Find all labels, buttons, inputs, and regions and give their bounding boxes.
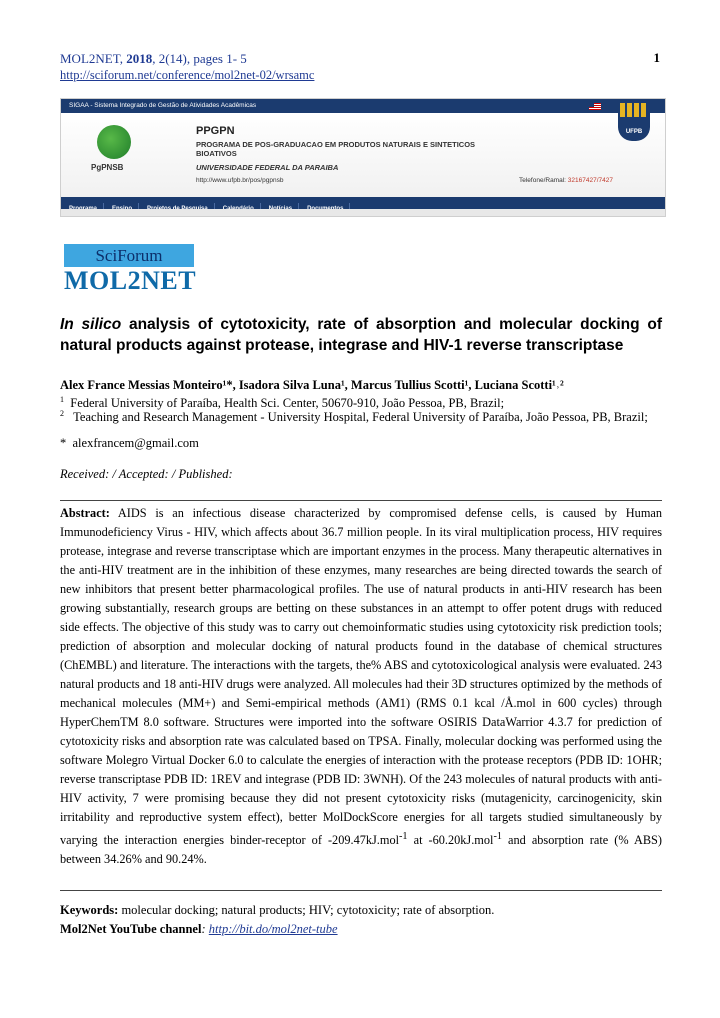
program-website: http://www.ufpb.br/pos/pgpnsb	[196, 177, 284, 184]
abstract-label: Abstract:	[60, 506, 110, 520]
abstract	[60, 504, 662, 869]
abstract-sup-2: -1	[493, 831, 502, 842]
affiliation-mark: 1	[60, 395, 64, 404]
affiliation-mark: 2	[60, 409, 64, 418]
youtube-link[interactable]: http://bit.do/mol2net-tube	[208, 922, 338, 936]
mol2net-title: MOL2NET	[64, 266, 197, 295]
ufpb-crest-bars	[620, 103, 648, 117]
pgpnsb-logo-icon	[97, 125, 131, 159]
abstract-text-3: and absorption rate (% ABS) between 34.26% and 90.24%.	[60, 833, 662, 867]
keywords	[60, 903, 494, 918]
running-header: MOL2NET, 2018, 2(14), pages 1- 5	[60, 51, 247, 66]
keywords-text: molecular docking; natural products; HIV; cytotoxicity; rate of absorption.	[118, 903, 495, 917]
phone-label: Telefone/Ramal:	[519, 177, 566, 184]
divider	[60, 500, 662, 501]
youtube-channel	[60, 922, 338, 937]
affiliation-text: Teaching and Research Management - University Hospital, Federal University of Paraíba, João Pessoa, PB, Brazil;	[73, 410, 648, 425]
affiliation-email	[60, 436, 664, 450]
affiliation-text: Federal University of Paraíba, Health Sci. Center, 50670-910, João Pessoa, PB, Brazil;	[70, 396, 505, 411]
title-rest: analysis of cytotoxicity, rate of absorption and molecular docking of natural products against protease, integrase and HIV-1 reverse transcriptase	[60, 316, 662, 354]
divider	[60, 890, 662, 891]
pgpnsb-logo-text: PgPNSB	[91, 163, 124, 172]
email-mark: *	[60, 436, 67, 450]
youtube-label: Mol2Net YouTube channel	[60, 922, 202, 936]
program-acronym: PPGPN	[196, 125, 235, 137]
program-name: PROGRAMA DE POS-GRADUACAO EM PRODUTOS NATURAIS E SINTETICOS BIOATIVOS	[196, 140, 476, 158]
publication-dates: Received: / Accepted: / Published:	[60, 467, 233, 481]
author-list: Alex France Messias Monteiro¹*, Isadora Silva Luna¹, Marcus Tullius Scotti¹, Luciana Scotti¹˒²	[60, 378, 564, 392]
banner-footer	[61, 209, 665, 216]
university-name: UNIVERSIDADE FEDERAL DA PARAIBA	[196, 163, 339, 172]
sciforum-badge: SciForum	[64, 244, 194, 267]
journal-name: MOL2NET	[60, 51, 120, 66]
us-flag-icon[interactable]	[589, 103, 601, 110]
banner-system-bar	[61, 99, 665, 113]
youtube-colon: :	[201, 922, 206, 936]
affiliation-2	[60, 407, 664, 424]
title-italic: In silico	[60, 316, 122, 333]
conference-url-link[interactable]: http://sciforum.net/conference/mol2net-02/wrsamc	[60, 68, 315, 82]
program-phone	[519, 177, 613, 184]
page-number: 1	[653, 50, 660, 65]
author-email[interactable]: alexfrancem@gmail.com	[72, 436, 199, 450]
banner-main	[61, 113, 665, 197]
keywords-label: Keywords:	[60, 903, 119, 917]
banner-nav	[61, 197, 665, 209]
phone-number: 32167427/7427	[567, 177, 613, 184]
abstract-text-2: at -60.20kJ.mol	[407, 833, 494, 848]
article-title	[60, 314, 662, 356]
abstract-text-1: AIDS is an infectious disease characterized by compromised defense cells, is caused by Human Immunodeficiency Virus - HIV, which affects about 36.7 million people. In its viral multiplication process, HIV requires protease, integrase and reverse transcriptase which are important enzymes in the process. Many therapeutic alternatives in the anti-HIV treatment are in the inhibition of these enzymes, many researches are being directed towards the search of new inhibitors that present better pharmacological profiles. The use of natural products in anti-HIV research has been growing substantially, research groups are betting on these substances in an attempt to offer potent drugs with reduced side effects. The objective of this study was to carry out chemoinformatic studies using cytotoxicity risk prediction tools; prediction of absorption and molecular docking of natural products found in the database of chemical structures (ChEMBL) and literature. The interactions with the targets, the% ABS and cytotoxicological analysis were evaluated. 243 natural products and 18 anti-HIV drugs were analyzed. All molecules had their 3D structures optimized by the methods of mechanical molecules (MM+) and Semi-empirical methods (AM1) (RMS 0.1 kcal /Å.mol in 600 cycles) through HyperChemTM 8.0 software. Structures were imported into the software OSIRIS DataWarrior 4.3.7 for prediction of cytotoxicity risks and absorption rate was calculated based on TPSA. Finally, molecular docking was performed using the software Molegro Virtual Docker 6.0 to calculate the energies of interaction with the protease receptors (PDB ID: 1OHR; reverse transcriptase PDB ID: 1REV and integrase (PDB ID: 3WNH). Of the 243 molecules of natural products with anti-HIV activity, 7 were promising because they did not present cytotoxicity risks (mutagenicity, carcinogenicity, skin irritability and reproductive system effect), better MolDockScore energies for all targets studied simultaneously by varying the interaction energies binder-receptor of -209.47kJ.mol	[60, 506, 662, 848]
journal-year: 2018	[126, 51, 153, 66]
banner-system-title: SIGAA - Sistema Integrado de Gestão de Atividades Acadêmicas	[69, 102, 257, 109]
program-banner	[60, 98, 666, 217]
journal-pages: , 2(14), pages 1- 5	[152, 51, 247, 66]
abstract-sup-1: -1	[399, 831, 408, 842]
ufpb-label: UFPB	[625, 129, 643, 135]
